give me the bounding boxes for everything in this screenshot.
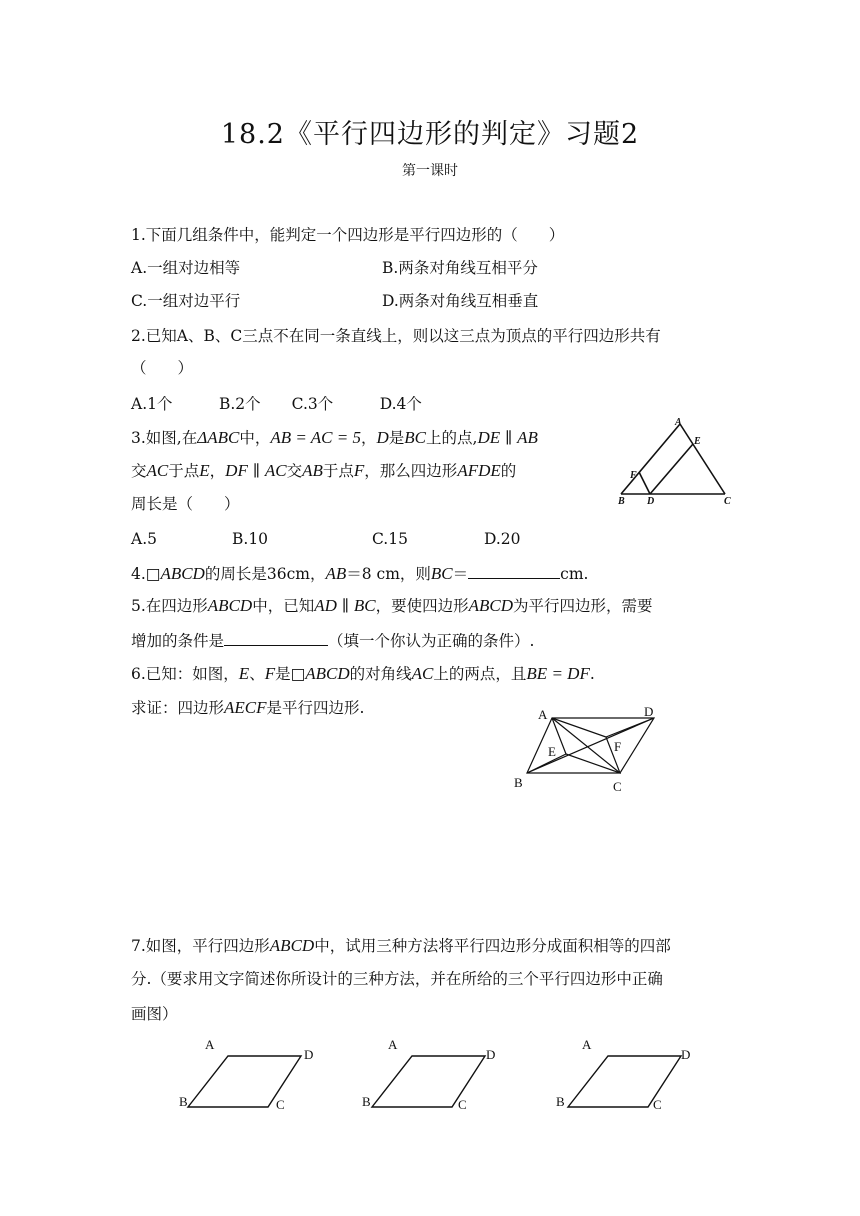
q7-fig3-label-d: D — [681, 1047, 691, 1062]
q5-line-2: 增加的条件是 （填一个你认为正确的条件）. — [131, 629, 534, 652]
q3-fig-label-d: D — [647, 496, 655, 507]
page-title: 18.2《平行四边形的判定》习题2 — [220, 119, 640, 150]
q4-line: 4.□ABCD的周长是36cm，AB＝8 cm，则BC＝ cm. — [131, 564, 589, 583]
q3-triangle-figure — [612, 416, 737, 508]
q2-paren: （ ） — [131, 359, 194, 377]
q3-line-3: 周长是（ ） — [131, 495, 240, 513]
q3-line-2: 交AC于点E，DF ∥ AC交AB于点F，那么四边形AFDE的 — [131, 461, 517, 480]
q1-stem: 1.下面几组条件中，能判定一个四边形是平行四边形的（ ） — [131, 226, 565, 244]
q1-option-d: D.两条对角线互相垂直 — [382, 292, 539, 310]
q1-option-a: A.一组对边相等 — [131, 259, 241, 277]
q5-answer-blank[interactable] — [224, 629, 328, 646]
q7-line-1: 7.如图，平行四边形ABCD中，试用三种方法将平行四边形分成面积相等的四部 — [131, 936, 671, 955]
q3-option-d: D.20 — [484, 530, 521, 548]
page-subtitle: 第一课时 — [402, 163, 458, 179]
q6-fig-label-d: D — [644, 704, 654, 719]
q7-fig3-label-c: C — [653, 1097, 662, 1112]
q4-answer-blank[interactable] — [468, 562, 560, 579]
q6-line-1: 6.已知：如图，E、F是□ABCD的对角线AC上的两点，且BE = DF. — [131, 664, 595, 683]
q6-fig-label-e: E — [548, 744, 556, 759]
q3-fig-label-e: E — [694, 436, 701, 447]
q6-fig-label-a: A — [538, 707, 548, 722]
q7-line-2: 分.（要求用文字简述你所设计的三种方法，并在所给的三个平行四边形中正确 — [131, 970, 663, 988]
q3-fig-label-a: A — [675, 417, 682, 428]
q5-line-1: 5.在四边形ABCD中，已知AD ∥ BC，要使四边形ABCD为平行四边形，需要 — [131, 596, 653, 615]
q7-fig1-label-b: B — [179, 1094, 188, 1109]
q3-line-1: 3.如图,在ΔABC中，AB = AC = 5，D是BC上的点,DE ∥ AB — [131, 428, 538, 447]
q7-fig1-label-d: D — [304, 1047, 314, 1062]
q6-line-2: 求证：四边形AECF是平行四边形. — [131, 698, 365, 717]
q1-option-b: B.两条对角线互相平分 — [382, 259, 538, 277]
q3-fig-label-b: B — [618, 496, 625, 507]
q3-option-a: A.5 — [131, 530, 157, 548]
q7-parallelogram-figure-1 — [176, 1034, 326, 1114]
q7-fig2-label-b: B — [362, 1094, 371, 1109]
q6-fig-label-b: B — [514, 775, 523, 790]
q2-stem: 2.已知A、B、C三点不在同一条直线上，则以这三点为顶点的平行四边形共有 — [131, 327, 661, 345]
q3-fig-label-f: F — [630, 470, 637, 481]
q7-parallelogram-figure-2 — [360, 1034, 510, 1114]
q3-fig-label-c: C — [724, 496, 731, 507]
q7-fig3-label-a: A — [582, 1037, 592, 1052]
q6-parallelogram-figure — [510, 702, 670, 797]
q7-line-3: 画图） — [131, 1005, 178, 1023]
q6-fig-label-f: F — [614, 739, 622, 754]
q2-options: A.1个 B.2个 C.3个 D.4个 — [131, 395, 422, 413]
q7-fig2-label-a: A — [388, 1037, 398, 1052]
q7-fig1-label-c: C — [276, 1097, 285, 1112]
q7-fig2-label-c: C — [458, 1097, 467, 1112]
q3-option-b: B.10 — [232, 530, 269, 548]
q7-fig1-label-a: A — [205, 1037, 215, 1052]
q6-fig-label-c: C — [613, 779, 622, 794]
q1-option-c: C.一组对边平行 — [131, 292, 241, 310]
q3-option-c: C.15 — [372, 530, 408, 548]
q7-parallelogram-figure-3 — [556, 1034, 706, 1114]
q7-fig3-label-b: B — [556, 1094, 565, 1109]
q7-fig2-label-d: D — [486, 1047, 496, 1062]
